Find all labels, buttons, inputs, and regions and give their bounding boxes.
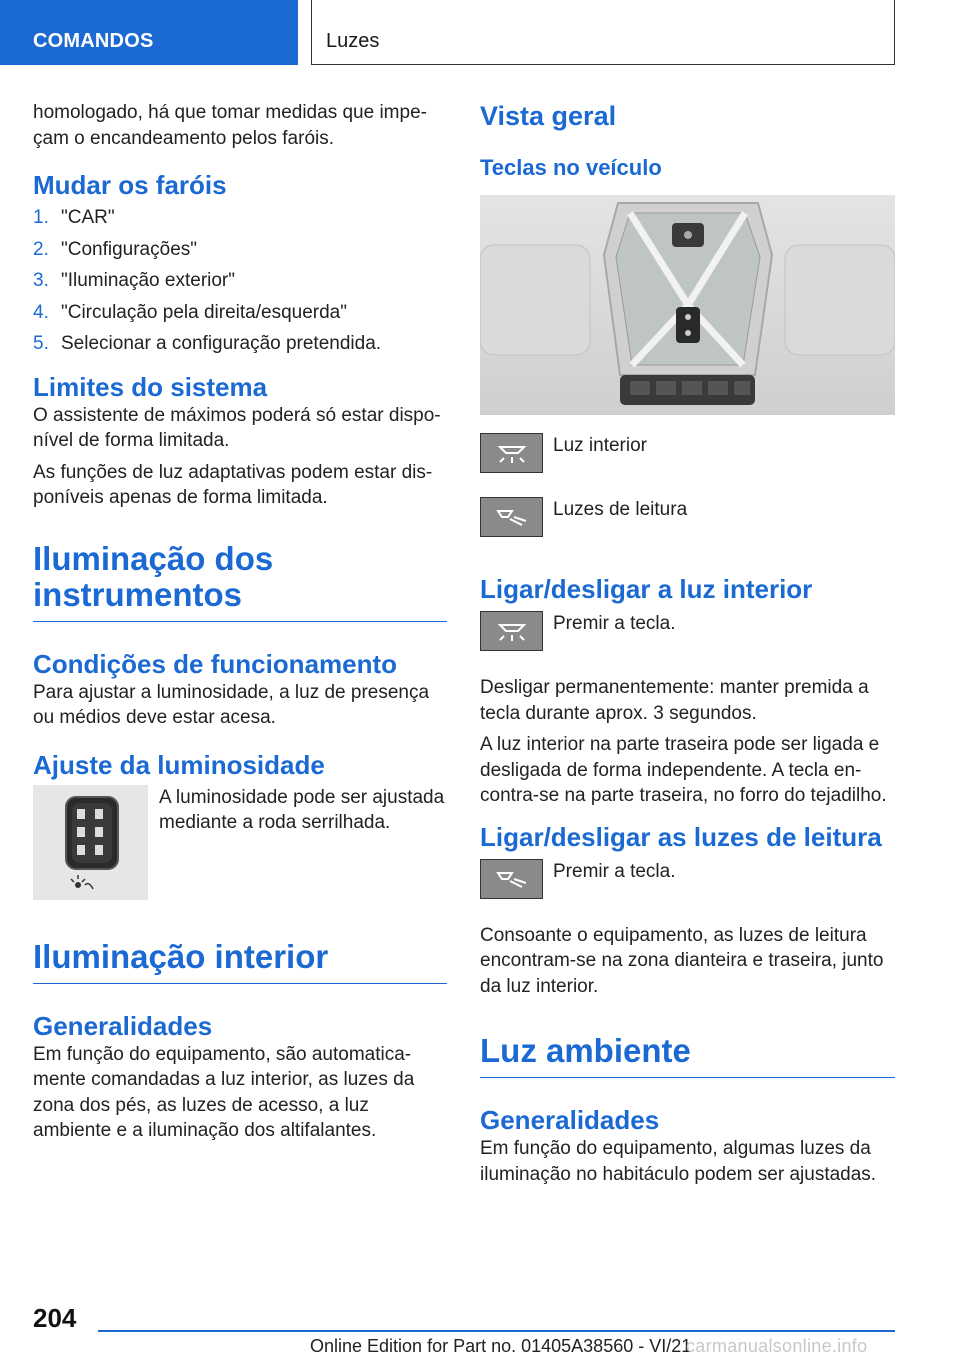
cond-text: Para ajustar a luminosidade, a luz de presença ou médios deve estar acesa. xyxy=(33,681,430,728)
ligar-interior-row xyxy=(480,611,895,675)
limites-p1: O assistente de máximos poderá só estar dispo- nível de forma limitada. xyxy=(33,404,441,451)
step-text: "Configurações" xyxy=(61,238,198,260)
section-tab xyxy=(0,0,298,65)
ligar-interior-p1: Desligar permanentemente: manter premida a tecla durante aprox. 3 segundos. xyxy=(480,677,869,724)
cond-title: Condições de funcionamento xyxy=(33,648,398,679)
right-column xyxy=(480,100,895,1187)
key-row-reading xyxy=(480,497,895,561)
step-text: "Circulação pela direita/esquerda" xyxy=(61,301,347,323)
ambiente-title: Luz ambiente xyxy=(480,1033,895,1078)
reading-light-key-icon xyxy=(480,497,543,537)
ligar-leitura-key-text: Premir a tecla. xyxy=(553,860,676,882)
roof-console-image xyxy=(480,195,895,415)
ambiente-gen-text: Em função do equipamento, algumas luzes da iluminação no habitáculo podem ser ajustadas. xyxy=(480,1138,877,1185)
step-number: 5. xyxy=(33,333,49,354)
instrumentos-title: Iluminação dos instrumentos xyxy=(33,541,447,622)
ligar-leitura-title: Ligar/desligar as luzes de leitura xyxy=(480,821,882,852)
edition-text: Online Edition for Part no. 01405A38560 - VI/21 xyxy=(310,1336,692,1356)
step-item xyxy=(33,205,447,231)
dimmer-wheel-image xyxy=(33,785,148,900)
reading-light-key-icon-2 xyxy=(480,859,543,899)
ajuste-title: Ajuste da luminosidade xyxy=(33,749,325,780)
step-item xyxy=(33,268,447,294)
key-row-interior xyxy=(480,433,895,497)
step-number: 2. xyxy=(33,238,49,260)
ligar-leitura-row xyxy=(480,859,895,923)
step-item xyxy=(33,300,447,326)
page-number: 204 xyxy=(33,1303,77,1333)
interior-gen-title: Generalidades xyxy=(33,1010,213,1041)
footer-rule xyxy=(98,1330,895,1332)
limites-p2: As funções de luz adaptativas podem estar dis- poníveis apenas de forma limitada. xyxy=(33,461,433,508)
ligar-interior-key-text: Premir a tecla. xyxy=(553,613,676,634)
interior-light-key-icon xyxy=(480,433,543,473)
ligar-leitura-p1: Consoante o equipamento, as luzes de leitura encontram-se na zona dianteira e traseira, junto da luz interior. xyxy=(480,924,884,997)
step-item xyxy=(33,237,447,263)
ajuste-text: A luminosidade pode ser ajustada mediante a roda serrilhada. xyxy=(159,786,445,833)
ambiente-gen-title: Generalidades xyxy=(480,1105,660,1135)
step-number: 1. xyxy=(33,207,49,228)
interior-gen-text: Em função do equipamento, são automatica- mente comandadas a luz interior, as luzes da zona dos pés, as luzes de acesso, a luz ambiente e a iluminação dos altifalantes. xyxy=(33,1043,415,1141)
key-label-interior: Luz interior xyxy=(553,435,647,456)
watermark: carmanualsonline.info xyxy=(686,1336,868,1356)
interior-light-key-icon-2 xyxy=(480,611,543,651)
teclas-title: Teclas no veículo xyxy=(480,155,662,180)
vista-title: Vista geral xyxy=(480,101,617,131)
ajuste-row xyxy=(33,785,447,903)
step-number: 4. xyxy=(33,301,49,323)
mudar-title: Mudar os faróis xyxy=(33,170,227,200)
step-text: Selecionar a configuração pretendida. xyxy=(61,333,382,354)
section-title: COMANDOS xyxy=(33,30,154,52)
interior-title: Iluminação interior xyxy=(33,939,447,984)
ligar-interior-title: Ligar/desligar a luz interior xyxy=(480,574,813,604)
limites-title: Limites do sistema xyxy=(33,371,268,402)
chapter-title: Luzes xyxy=(326,30,380,52)
step-item xyxy=(33,331,447,357)
chapter-box xyxy=(311,0,895,65)
left-column xyxy=(33,100,447,1144)
ligar-interior-p2: A luz interior na parte traseira pode ser ligada e desligada de forma independente. A tecla en- contra-se na parte traseira, no forro do tejadilho. xyxy=(480,734,887,806)
intro-text: homologado, há que tomar medidas que impe- çam o encandeamento pelos faróis. xyxy=(33,102,427,149)
step-text: "Iluminação exterior" xyxy=(61,270,236,291)
step-number: 3. xyxy=(33,270,49,291)
key-label-reading: Luzes de leitura xyxy=(553,499,688,520)
steps-list xyxy=(33,205,447,357)
step-text: "CAR" xyxy=(61,207,115,228)
